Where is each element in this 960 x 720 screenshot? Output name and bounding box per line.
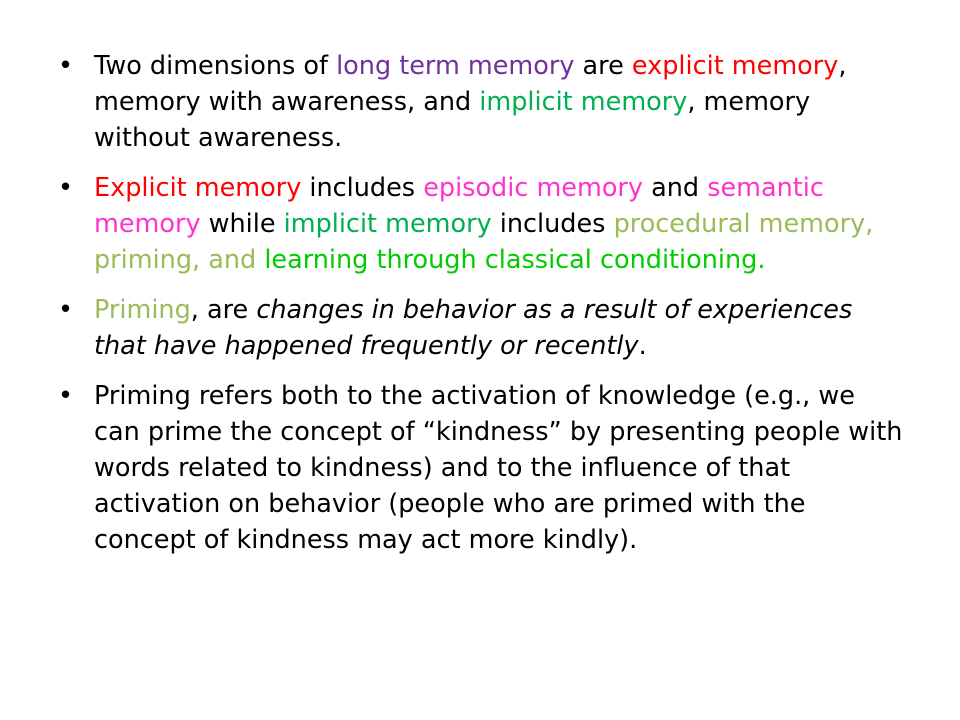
text-segment: , memory with awareness, and xyxy=(94,51,847,117)
term-explicit-memory: explicit memory xyxy=(631,51,839,81)
bullet-dot: • xyxy=(58,51,74,81)
term-classical-conditioning: learning through classical conditioning. xyxy=(264,245,766,275)
bullet-item-3 xyxy=(58,292,908,364)
text-segment: , memory without awareness. xyxy=(94,87,811,153)
text-segment: are xyxy=(574,51,632,81)
text-segment: , are xyxy=(190,295,257,325)
bullet-item-1 xyxy=(58,48,908,156)
text-segment: includes xyxy=(301,173,424,203)
term-priming: Priming xyxy=(94,295,191,325)
text-segment: Two dimensions of xyxy=(94,51,337,81)
term-episodic-memory: episodic memory xyxy=(423,173,643,203)
term-implicit-memory: implicit memory xyxy=(283,209,492,239)
term-procedural-priming: procedural memory, priming, and xyxy=(94,209,874,275)
bullet-dot: • xyxy=(58,295,74,325)
bullet-dot: • xyxy=(58,173,74,203)
bullet-item-4 xyxy=(58,378,908,558)
text-segment: includes xyxy=(491,209,614,239)
text-segment: while xyxy=(200,209,284,239)
term-explicit-memory: Explicit memory xyxy=(94,173,302,203)
priming-definition: changes in behavior as a result of experiences that have happened frequently or recently xyxy=(94,295,853,361)
text-segment: Priming refers both to the activation of knowledge (e.g., we can prime the concept of “kindness” by presenting people with words related to kindness) and to the influence of that activation on behavior (people who are primed with the concept of kindness may act more kindly). xyxy=(94,381,903,555)
text-segment: . xyxy=(638,331,647,361)
term-long-term-memory: long term memory xyxy=(336,51,575,81)
text-segment: and xyxy=(643,173,708,203)
term-implicit-memory: implicit memory xyxy=(479,87,688,117)
bullet-dot: • xyxy=(58,381,74,411)
bullet-item-2 xyxy=(58,170,908,278)
term-semantic-memory: semantic memory xyxy=(94,173,824,239)
bullet-list xyxy=(58,48,908,572)
